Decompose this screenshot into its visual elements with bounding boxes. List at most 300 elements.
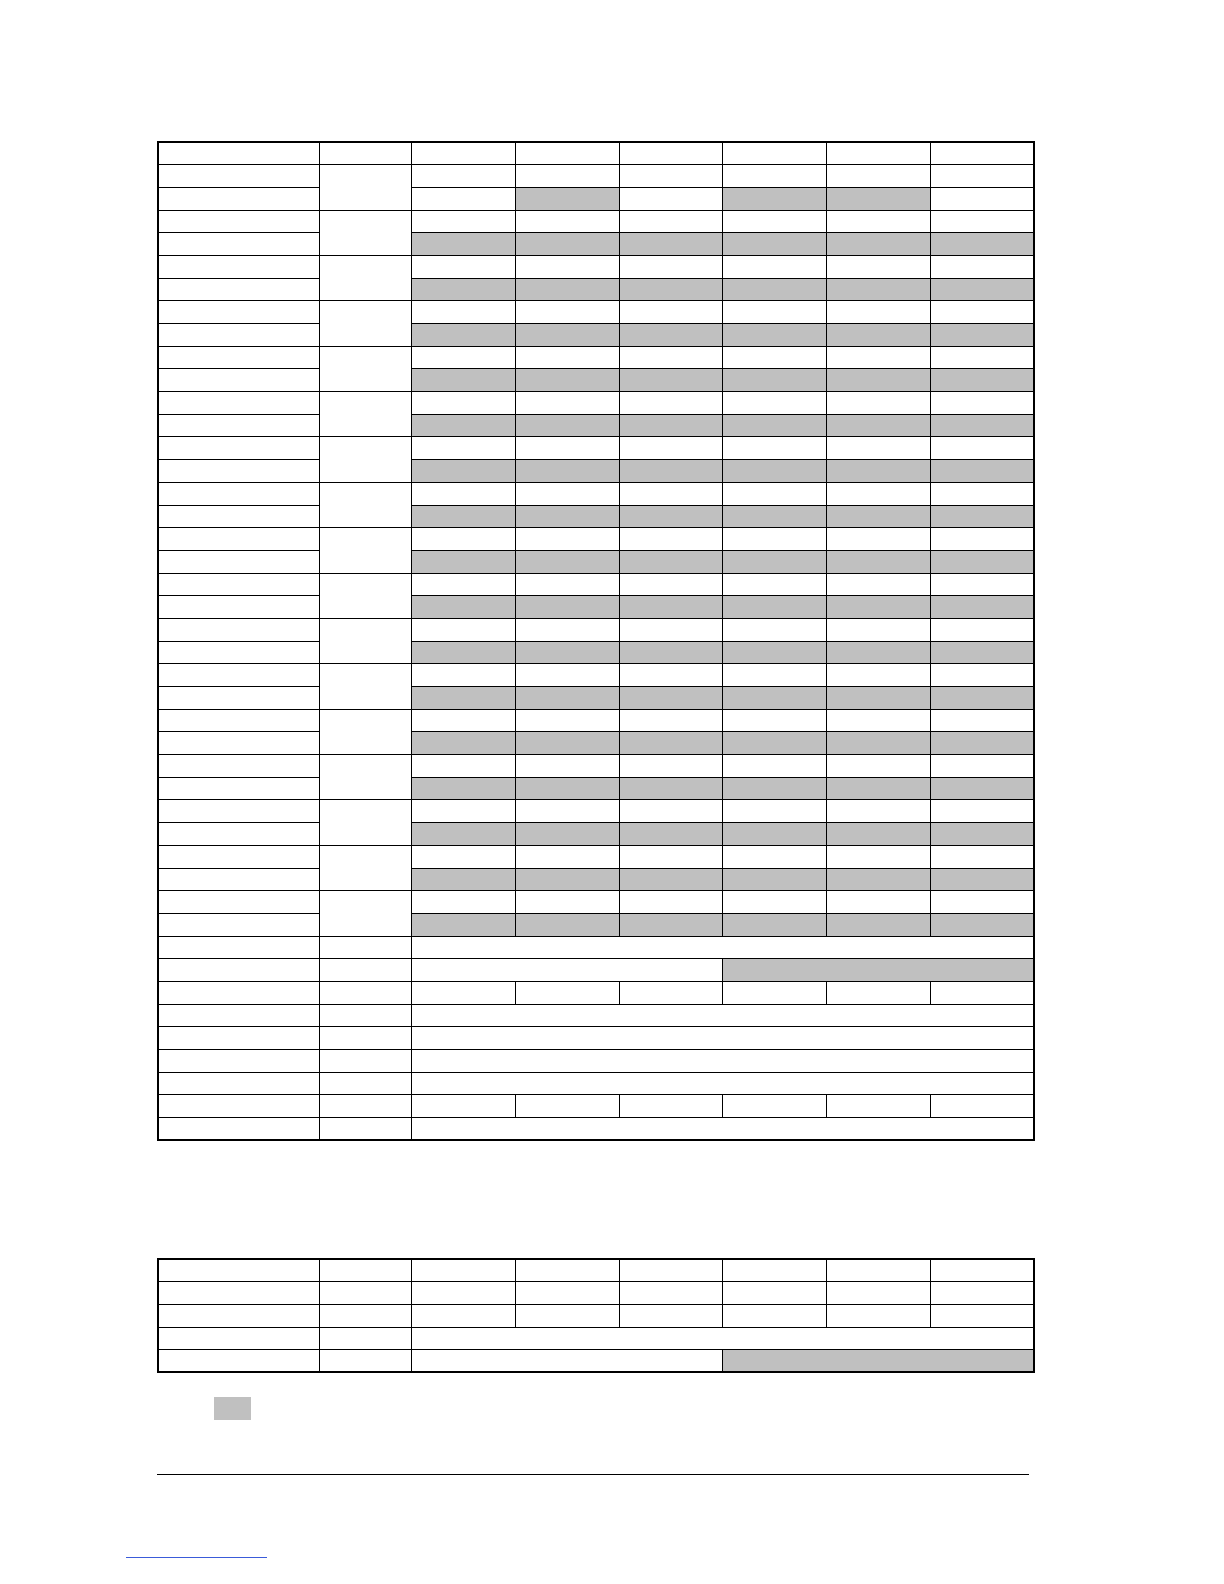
table-cell: [722, 709, 826, 732]
table-cell: [515, 709, 619, 732]
row-label-cell: [158, 233, 319, 256]
table-row: [158, 913, 1034, 936]
row-label-cell: [158, 1027, 319, 1050]
row-label-cell: [158, 573, 319, 596]
header-cell: [930, 142, 1034, 165]
table-row: [158, 755, 1034, 778]
table-cell: [722, 346, 826, 369]
row-label-cell: [158, 1050, 319, 1073]
row-label-cell: [158, 187, 319, 210]
table-row: [158, 891, 1034, 914]
table-cell: [411, 891, 515, 914]
table-row: [158, 1259, 1034, 1282]
table-cell: [722, 210, 826, 233]
table-cell: [826, 596, 930, 619]
table-cell: [619, 233, 722, 256]
table-cell: [319, 1095, 411, 1118]
row-label-cell: [158, 528, 319, 551]
table-row: [158, 1072, 1034, 1095]
table-cell: [515, 1304, 619, 1327]
table-cell: [515, 596, 619, 619]
table-cell: [930, 346, 1034, 369]
table-row: [158, 278, 1034, 301]
table-cell: [515, 505, 619, 528]
table-cell: [515, 528, 619, 551]
row-label-cell: [158, 460, 319, 483]
table-cell: [930, 301, 1034, 324]
row-label-cell: [158, 1118, 319, 1141]
table-cell: [930, 891, 1034, 914]
group-cell: [319, 845, 411, 890]
row-label-cell: [158, 1095, 319, 1118]
table-cell: [411, 1118, 1034, 1141]
table-row: [158, 596, 1034, 619]
table-cell: [515, 755, 619, 778]
table-cell: [722, 233, 826, 256]
table-cell: [619, 913, 722, 936]
table-cell: [515, 1095, 619, 1118]
header-cell: [411, 142, 515, 165]
bottom-link-underline: [126, 1557, 267, 1558]
table-row: [158, 210, 1034, 233]
table-row: [158, 482, 1034, 505]
table-cell: [722, 868, 826, 891]
table-cell: [411, 414, 515, 437]
table-cell: [930, 369, 1034, 392]
table-cell: [930, 165, 1034, 188]
header-cell: [515, 142, 619, 165]
table-row: [158, 777, 1034, 800]
table-cell: [930, 709, 1034, 732]
header-cell: [158, 1259, 319, 1282]
row-label-cell: [158, 959, 319, 982]
table-cell: [515, 210, 619, 233]
table-cell: [411, 482, 515, 505]
table-cell: [930, 233, 1034, 256]
table-cell: [411, 959, 722, 982]
table-cell: [411, 346, 515, 369]
table-cell: [722, 369, 826, 392]
header-cell: [930, 1259, 1034, 1282]
row-label-cell: [158, 755, 319, 778]
table-row: [158, 845, 1034, 868]
table-cell: [722, 845, 826, 868]
table-cell: [826, 732, 930, 755]
table-cell: [619, 346, 722, 369]
table-cell: [319, 981, 411, 1004]
table-cell: [515, 800, 619, 823]
table-cell: [411, 618, 515, 641]
main-table: [157, 141, 1035, 1141]
table-cell: [619, 278, 722, 301]
table-cell: [722, 777, 826, 800]
table-cell: [515, 981, 619, 1004]
table-cell: [826, 165, 930, 188]
legend-shade-swatch: [214, 1397, 251, 1420]
table-cell: [930, 528, 1034, 551]
table-cell: [619, 392, 722, 415]
table-cell: [722, 823, 826, 846]
table-cell: [515, 165, 619, 188]
table-row: [158, 687, 1034, 710]
table-row: [158, 1027, 1034, 1050]
header-cell: [319, 1259, 411, 1282]
table-cell: [722, 1095, 826, 1118]
table-cell: [619, 1282, 722, 1305]
table-cell: [411, 528, 515, 551]
row-label-cell: [158, 437, 319, 460]
row-label-cell: [158, 732, 319, 755]
table-row: [158, 460, 1034, 483]
table-row: [158, 301, 1034, 324]
table-cell: [411, 845, 515, 868]
table-cell: [515, 1282, 619, 1305]
table-cell: [515, 732, 619, 755]
table-row: [158, 187, 1034, 210]
table-cell: [411, 823, 515, 846]
table-cell: [411, 868, 515, 891]
row-label-cell: [158, 255, 319, 278]
table-cell: [826, 392, 930, 415]
table-cell: [619, 369, 722, 392]
table-cell: [619, 868, 722, 891]
table-cell: [515, 550, 619, 573]
header-cell: [722, 1259, 826, 1282]
table-row: [158, 732, 1034, 755]
group-cell: [319, 210, 411, 255]
table-cell: [826, 981, 930, 1004]
table-cell: [930, 845, 1034, 868]
table-cell: [411, 641, 515, 664]
table-cell: [515, 392, 619, 415]
table-row: [158, 392, 1034, 415]
table-cell: [411, 278, 515, 301]
table-cell: [722, 664, 826, 687]
table-cell: [826, 210, 930, 233]
table-cell: [619, 755, 722, 778]
table-cell: [515, 233, 619, 256]
table-cell: [930, 437, 1034, 460]
table-cell: [411, 1004, 1034, 1027]
table-cell: [930, 278, 1034, 301]
table-cell: [411, 1282, 515, 1305]
row-label-cell: [158, 369, 319, 392]
table-cell: [515, 346, 619, 369]
table-cell: [722, 528, 826, 551]
table-cell: [515, 414, 619, 437]
table-cell: [826, 369, 930, 392]
table-cell: [930, 687, 1034, 710]
table-row: [158, 936, 1034, 959]
table-cell: [826, 687, 930, 710]
table-cell: [826, 845, 930, 868]
table-row: [158, 233, 1034, 256]
table-cell: [515, 437, 619, 460]
table-cell: [826, 1095, 930, 1118]
table-cell: [722, 732, 826, 755]
table-cell: [619, 301, 722, 324]
table-cell: [515, 324, 619, 347]
table-cell: [619, 732, 722, 755]
group-cell: [319, 800, 411, 845]
table-cell: [930, 550, 1034, 573]
table-cell: [826, 233, 930, 256]
table-cell: [619, 664, 722, 687]
group-cell: [319, 573, 411, 618]
row-label-cell: [158, 1327, 319, 1350]
table-cell: [722, 596, 826, 619]
table-cell: [722, 301, 826, 324]
table-cell: [619, 845, 722, 868]
group-cell: [319, 437, 411, 482]
table-cell: [411, 800, 515, 823]
header-cell: [826, 142, 930, 165]
table-cell: [515, 845, 619, 868]
table-cell: [515, 687, 619, 710]
table-cell: [319, 959, 411, 982]
header-cell: [619, 1259, 722, 1282]
header-cell: [411, 1259, 515, 1282]
group-cell: [319, 301, 411, 346]
table-cell: [515, 573, 619, 596]
table-cell: [722, 913, 826, 936]
table-cell: [411, 1027, 1034, 1050]
row-label-cell: [158, 165, 319, 188]
table-cell: [411, 460, 515, 483]
table-row: [158, 1282, 1034, 1305]
table-cell: [826, 573, 930, 596]
table-row: [158, 1350, 1034, 1373]
table-cell: [722, 618, 826, 641]
table-row: [158, 618, 1034, 641]
table-cell: [411, 255, 515, 278]
table-cell: [722, 891, 826, 914]
table-cell: [826, 618, 930, 641]
table-row: [158, 1050, 1034, 1073]
table-row: [158, 437, 1034, 460]
table-cell: [826, 437, 930, 460]
table-cell: [515, 868, 619, 891]
table-cell: [319, 1118, 411, 1141]
row-label-cell: [158, 346, 319, 369]
table-cell: [411, 210, 515, 233]
table-cell: [826, 550, 930, 573]
table-row: [158, 346, 1034, 369]
table-cell: [515, 369, 619, 392]
table-cell: [826, 528, 930, 551]
table-cell: [826, 755, 930, 778]
row-label-cell: [158, 1350, 319, 1373]
table-cell: [619, 709, 722, 732]
table-cell: [619, 981, 722, 1004]
table-cell: [411, 573, 515, 596]
table-cell: [826, 800, 930, 823]
table-row: [158, 664, 1034, 687]
row-label-cell: [158, 687, 319, 710]
table-cell: [826, 505, 930, 528]
table-cell: [619, 891, 722, 914]
table-cell: [411, 1072, 1034, 1095]
row-label-cell: [158, 278, 319, 301]
table-cell: [411, 233, 515, 256]
table-cell: [722, 573, 826, 596]
table-cell: [411, 550, 515, 573]
secondary-table: [157, 1258, 1035, 1373]
table-cell: [515, 187, 619, 210]
table-cell: [930, 187, 1034, 210]
table-row: [158, 1327, 1034, 1350]
table-cell: [411, 301, 515, 324]
table-cell: [930, 981, 1034, 1004]
table-row: [158, 573, 1034, 596]
table-cell: [930, 1304, 1034, 1327]
header-cell: [515, 1259, 619, 1282]
table-cell: [411, 369, 515, 392]
table-cell: [722, 1282, 826, 1305]
table-cell: [411, 936, 1034, 959]
footer-rule: [157, 1474, 1029, 1475]
table-cell: [411, 1095, 515, 1118]
group-cell: [319, 346, 411, 391]
table-cell: [722, 1350, 1034, 1373]
table-row: [158, 1095, 1034, 1118]
table-cell: [619, 596, 722, 619]
row-label-cell: [158, 1072, 319, 1095]
table-cell: [619, 165, 722, 188]
table-cell: [619, 460, 722, 483]
table-cell: [319, 1304, 411, 1327]
row-label-cell: [158, 709, 319, 732]
table-cell: [722, 687, 826, 710]
table-cell: [826, 414, 930, 437]
table-cell: [722, 437, 826, 460]
group-cell: [319, 392, 411, 437]
table-cell: [619, 823, 722, 846]
table-cell: [411, 664, 515, 687]
table-cell: [930, 414, 1034, 437]
table-cell: [722, 278, 826, 301]
table-cell: [619, 777, 722, 800]
table-cell: [930, 868, 1034, 891]
table-cell: [930, 664, 1034, 687]
table-cell: [411, 596, 515, 619]
table-row: [158, 528, 1034, 551]
row-label-cell: [158, 505, 319, 528]
table-cell: [619, 324, 722, 347]
table-cell: [930, 800, 1034, 823]
table-cell: [930, 505, 1034, 528]
table-cell: [826, 709, 930, 732]
table-cell: [930, 1282, 1034, 1305]
header-cell: [619, 142, 722, 165]
header-cell: [319, 142, 411, 165]
table-row: [158, 709, 1034, 732]
table-cell: [930, 1095, 1034, 1118]
table-cell: [722, 550, 826, 573]
table-cell: [515, 891, 619, 914]
row-label-cell: [158, 936, 319, 959]
table-row: [158, 641, 1034, 664]
row-label-cell: [158, 210, 319, 233]
table-cell: [930, 732, 1034, 755]
table-cell: [619, 1095, 722, 1118]
table-cell: [826, 664, 930, 687]
table-cell: [515, 823, 619, 846]
table-cell: [722, 165, 826, 188]
table-row: [158, 800, 1034, 823]
table-cell: [722, 392, 826, 415]
row-label-cell: [158, 482, 319, 505]
table-cell: [722, 800, 826, 823]
row-label-cell: [158, 664, 319, 687]
table-cell: [515, 664, 619, 687]
table-cell: [319, 1004, 411, 1027]
table-cell: [930, 255, 1034, 278]
table-cell: [619, 1304, 722, 1327]
table-cell: [722, 641, 826, 664]
row-label-cell: [158, 913, 319, 936]
table-cell: [826, 460, 930, 483]
table-cell: [826, 301, 930, 324]
table-cell: [826, 777, 930, 800]
table-cell: [930, 573, 1034, 596]
table-cell: [619, 573, 722, 596]
table-row: [158, 981, 1034, 1004]
table-row: [158, 1118, 1034, 1141]
table-cell: [826, 187, 930, 210]
table-cell: [515, 482, 619, 505]
table-cell: [930, 596, 1034, 619]
table-cell: [930, 210, 1034, 233]
row-label-cell: [158, 891, 319, 914]
table-cell: [826, 913, 930, 936]
row-label-cell: [158, 618, 319, 641]
table-cell: [826, 823, 930, 846]
table-cell: [411, 687, 515, 710]
table-cell: [319, 1072, 411, 1095]
table-cell: [411, 981, 515, 1004]
table-cell: [722, 755, 826, 778]
table-cell: [722, 255, 826, 278]
table-cell: [411, 187, 515, 210]
group-cell: [319, 165, 411, 210]
row-label-cell: [158, 981, 319, 1004]
table-cell: [319, 936, 411, 959]
table-cell: [515, 913, 619, 936]
table-cell: [515, 641, 619, 664]
table-cell: [411, 777, 515, 800]
row-label-cell: [158, 777, 319, 800]
table-cell: [319, 1027, 411, 1050]
table-row: [158, 165, 1034, 188]
row-label-cell: [158, 800, 319, 823]
table-cell: [158, 1282, 319, 1305]
group-cell: [319, 664, 411, 709]
row-label-cell: [158, 823, 319, 846]
table-cell: [826, 278, 930, 301]
table-cell: [411, 437, 515, 460]
table-cell: [411, 392, 515, 415]
table-cell: [826, 1282, 930, 1305]
table-cell: [826, 868, 930, 891]
table-cell: [722, 959, 1034, 982]
table-cell: [619, 528, 722, 551]
row-label-cell: [158, 596, 319, 619]
table-cell: [826, 891, 930, 914]
table-cell: [722, 414, 826, 437]
table-cell: [515, 777, 619, 800]
table-cell: [619, 505, 722, 528]
